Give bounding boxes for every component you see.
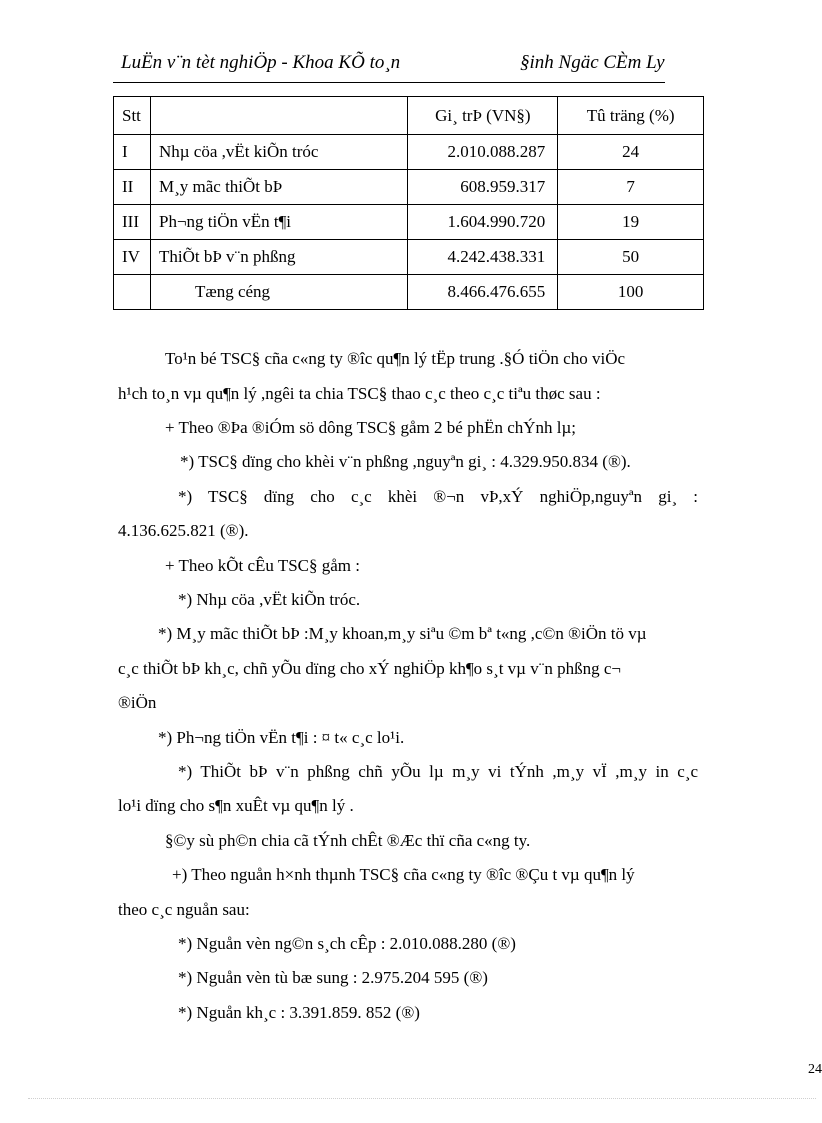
paragraph-line: *) TSC§ dïng cho c¸c khèi ®¬n vÞ,xÝ nghiÖp,nguyªn gi¸ :	[178, 487, 698, 506]
cell-value: 2.010.088.287	[408, 135, 558, 170]
paragraph-line: +) Theo nguån h×nh thµnh TSC§ cña c«ng ty ®îc ®Çu t vµ qu¶n lý	[172, 865, 635, 884]
paragraph-line: h¹ch to¸n vµ qu¶n lý ,ngêi ta chia TSC§ thao c¸c theo c¸c tiªu thøc sau :	[118, 384, 601, 403]
paragraph-line: c¸c thiÕt bÞ kh¸c, chñ yÕu dïng cho xÝ nghiÖp kh¶o s¸t vµ v¨n phßng c¬	[118, 659, 622, 678]
paragraph-line: *) Nguån vèn tù bæ sung : 2.975.204 595 (®)	[178, 968, 488, 987]
paragraph-line: lo¹i dïng cho s¶n xuÊt vµ qu¶n lý .	[118, 796, 354, 815]
cell-value: 608.959.317	[408, 170, 558, 205]
cell-stt: I	[114, 135, 151, 170]
paragraph-line: *) Ph¬ng tiÖn vËn t¶i : ¤ t« c¸c lo¹i.	[158, 728, 405, 747]
cell-percent: 7	[558, 170, 704, 205]
cell-name: Nhµ cöa ,vËt kiÕn tróc	[150, 135, 407, 170]
cell-total-label: Tæng céng	[150, 275, 407, 310]
cell-total-percent: 100	[558, 275, 704, 310]
paragraph-line: §©y sù ph©n chia cã tÝnh chÊt ®Æc thï cña c«ng ty.	[165, 831, 531, 850]
cell-percent: 50	[558, 240, 704, 275]
cell-percent: 19	[558, 205, 704, 240]
page-number: 24	[808, 1062, 822, 1077]
header-cell-stt: Stt	[114, 97, 151, 135]
footer-rule	[28, 1098, 816, 1099]
cell-stt: II	[114, 170, 151, 205]
paragraph-line: To¹n bé TSC§ cña c«ng ty ®îc qu¶n lý tËp trung .§Ó tiÖn cho viÖc	[165, 349, 626, 368]
paragraph-line: + Theo kÕt cÊu TSC§ gåm :	[165, 556, 361, 575]
paragraph-line: 4.136.625.821 (®).	[118, 521, 249, 540]
cell-stt: IV	[114, 240, 151, 275]
paragraph-line: *) M¸y mãc thiÕt bÞ :M¸y khoan,m¸y siªu ©m bª t«ng ,c©n ®iÖn tö vµ	[158, 624, 647, 643]
paragraph-line: *) Nguån kh¸c : 3.391.859. 852 (®)	[178, 1003, 420, 1022]
cell-name: Ph¬ng tiÖn vËn t¶i	[150, 205, 407, 240]
paragraph-line: *) Nhµ cöa ,vËt kiÕn tróc.	[178, 590, 361, 609]
paragraph-line: theo c¸c nguån sau:	[118, 900, 250, 919]
cell-name: M¸y mãc thiÕt bÞ	[150, 170, 407, 205]
header-thesis-title: LuËn v¨n tèt nghiÖp - Khoa KÕ to¸n	[121, 52, 401, 73]
paragraph-line: *) Nguån vèn ng©n s¸ch cÊp : 2.010.088.280 (®)	[178, 934, 516, 953]
cell-percent: 24	[558, 135, 704, 170]
cell-stt: III	[114, 205, 151, 240]
paragraph-line: ®iÖn	[118, 693, 157, 712]
cell-value: 1.604.990.720	[408, 205, 558, 240]
paragraph-line: *) TSC§ dïng cho khèi v¨n phßng ,nguyªn gi¸ : 4.329.950.834 (®).	[180, 452, 631, 471]
cell-name: ThiÕt bÞ v¨n phßng	[150, 240, 407, 275]
cell-total-value: 8.466.476.655	[408, 275, 558, 310]
cell-value: 4.242.438.331	[408, 240, 558, 275]
paragraph-line: + Theo ®Þa ®iÓm sö dông TSC§ gåm 2 bé phËn chÝnh lµ;	[165, 418, 577, 437]
header-cell-percent: Tû träng (%)	[558, 97, 704, 135]
header-author-name: §inh Ngäc CÈm Ly	[520, 52, 665, 73]
header-cell-value: Gi¸ trÞ (VN§)	[408, 97, 558, 135]
paragraph-line: *) ThiÕt bÞ v¨n phßng chñ yÕu lµ m¸y vi tÝnh ,m¸y vÏ ,m¸y in c¸c	[178, 762, 698, 781]
